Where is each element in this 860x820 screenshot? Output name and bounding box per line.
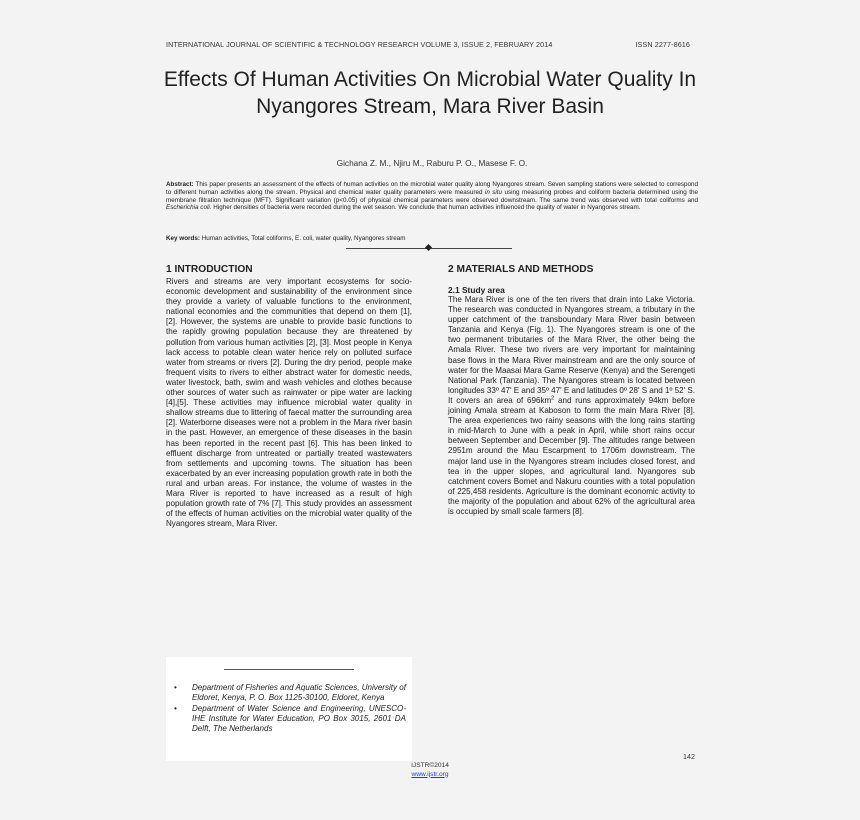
bullet-icon: •: [174, 704, 177, 714]
affiliation-text: Department of Water Science and Engineering, UNESCO-IHE Institute for Water Education, PO Box 3015, 2601 DA Delft, The Netherlands: [192, 704, 406, 734]
area-superscript: 2: [551, 395, 555, 402]
journal-link[interactable]: www.ijstr.org: [411, 770, 449, 778]
abstract-text-1: This paper presents an assessment of the effects of human activities on the microbial water quality along Nyangores stream. Seven sampling stations were selected to correspond to different human activities along the stream. Physical and chemical water quality parameters were measured: [166, 181, 698, 196]
paper-title: Effects Of Human Activities On Microbial Water Quality In Nyangores Stream, Mara River Basin: [163, 68, 697, 118]
footnote-rule: [224, 669, 354, 670]
issn: ISSN 2277-8616: [635, 40, 690, 49]
left-column: [166, 264, 412, 529]
abstract-text-2: using measuring probes and coliform bacteria determined using the membrane filtration technique (MFT). Significant variation (p<0.05) of physical chemical parameters were observed downstream. The same trend was observed with total coliforms and: [166, 188, 698, 204]
methods-heading: 2 MATERIALS AND METHODS: [448, 264, 594, 275]
study-area-text-2: and runs approximately 94km before joining Amala stream at Kaboson to form the main Mara River [8]. The area experiences two rainy seasons with the long rains starting in mid-March to June with a peak in April, while short rains occur between September and December [9]. The altitudes range between 2951m around the Mau Escarpment to 1706m downstream. The major land use in the Nyangores stream includes closed forest, and tea in the upper slopes, and agricultural land. Nyangores sub catchment covers Bomet and Nakuru counties with a total population of 225,458 residents. Agriculture is the dominant economic activity to the majority of the population and about 62% of the agricultural area is occupied by small scale farmers [8].: [448, 395, 695, 516]
study-area-heading: 2.1 Study area: [448, 285, 505, 295]
study-area-text-1: The Mara River is one of the ten rivers that drain into Lake Victoria. The research was conducted in Nyangores stream, a tributary in the upper catchment of the transboundary Mara River basin between Tanzania and Kenya (Fig. 1). The Nyangores stream is one of the two permanent tributaries of the Mara River, the other being the Amala River. These two rivers are very important for maintaining base flows in the Mara River mainstream and are the only source of water for the Maasai Mara Game Reserve (Kenya) and the Serengeti National Park (Tanzania). The Nyangores stream is located between longitudes 33º 47' E and 35º 47' E and latitudes 0º 28' S and 1º 52' S. It covers an area of 696km: [448, 295, 695, 405]
page-footer: [380, 762, 480, 779]
authors: Gichana Z. M., Njiru M., Raburu P. O., Masese F. O.: [336, 158, 528, 168]
divider-diamond: [425, 244, 432, 251]
abstract-label: Abstract:: [166, 181, 194, 188]
abstract: [166, 181, 698, 212]
affiliations-box: [166, 657, 412, 761]
abstract-text-3: . Higher densities of bacteria were recorded during the wet season. We conclude that human activities influenced the quality of water in Nyangores stream.: [209, 204, 641, 212]
abstract-italic-1: in situ: [484, 188, 503, 196]
page-number: 142: [683, 752, 695, 761]
bullet-icon: •: [174, 683, 177, 692]
affiliation-item: [174, 704, 406, 734]
keywords: [166, 235, 698, 243]
abstract-italic-2: Escherichia coli: [166, 204, 210, 212]
right-column: [448, 264, 695, 517]
copyright: IJSTR©2014: [411, 762, 449, 769]
introduction-text: Rivers and streams are very important ecosystems for socio-economic development and sustainability of the environment since they provide a variety of valuable functions to the environment, national economies and the communities that depend on them [1], [2]. However, the systems are unable to provide basic functions to the rapidly growing population because they are threatened by pollution from various human activities [2], [3]. Most people in Kenya lack access to potable clean water hence rely on polluted surface water from streams or rivers [2]. During the dry period, people make frequent visits to rivers to either abstract water for domestic needs, water livestock, bath, swim and wash vehicles and clothes because other sources of water such as rainwater or pipe water are lacking [4],[5]. These activities may influence microbial water quality in shallow streams due to littering of faecal matter the surrounding area [2]. Waterborne diseases were not a problem in the Mara river basin in the past. However, an emergence of these diseases in the basin has been reported in the recent past [6]. This has been linked to effluent discharge from untreated or partially treated wastewaters from settlements and upcoming towns. The situation has been exacerbated by an ever increasing population growth rate in both the rural and urban areas. For instance, the volume of wastes in the Mara River is reported to have increased as a result of high population growth rate of 7% [7]. This study provides an assessment of the effects of human activities on the microbial water quality of the Nyangores stream, Mara River.: [166, 277, 412, 529]
affiliation-text: Department of Fisheries and Aquatic Sciences, University of Eldoret, Kenya, P. O. Box 1125-30100, Eldoret, Kenya: [192, 683, 406, 703]
study-area-text: [448, 295, 695, 517]
running-header: [166, 40, 690, 49]
introduction-heading: 1 INTRODUCTION: [166, 264, 253, 275]
affiliation-list: [174, 683, 406, 735]
journal-name: INTERNATIONAL JOURNAL OF SCIENTIFIC & TECHNOLOGY RESEARCH VOLUME 3, ISSUE 2, FEBRUARY 2014: [166, 40, 553, 49]
keywords-text: Human activities, Total coliforms, E. coli, water quality, Nyangores stream: [199, 235, 406, 242]
affiliation-item: [174, 683, 406, 703]
keywords-label: Key words:: [166, 235, 200, 242]
